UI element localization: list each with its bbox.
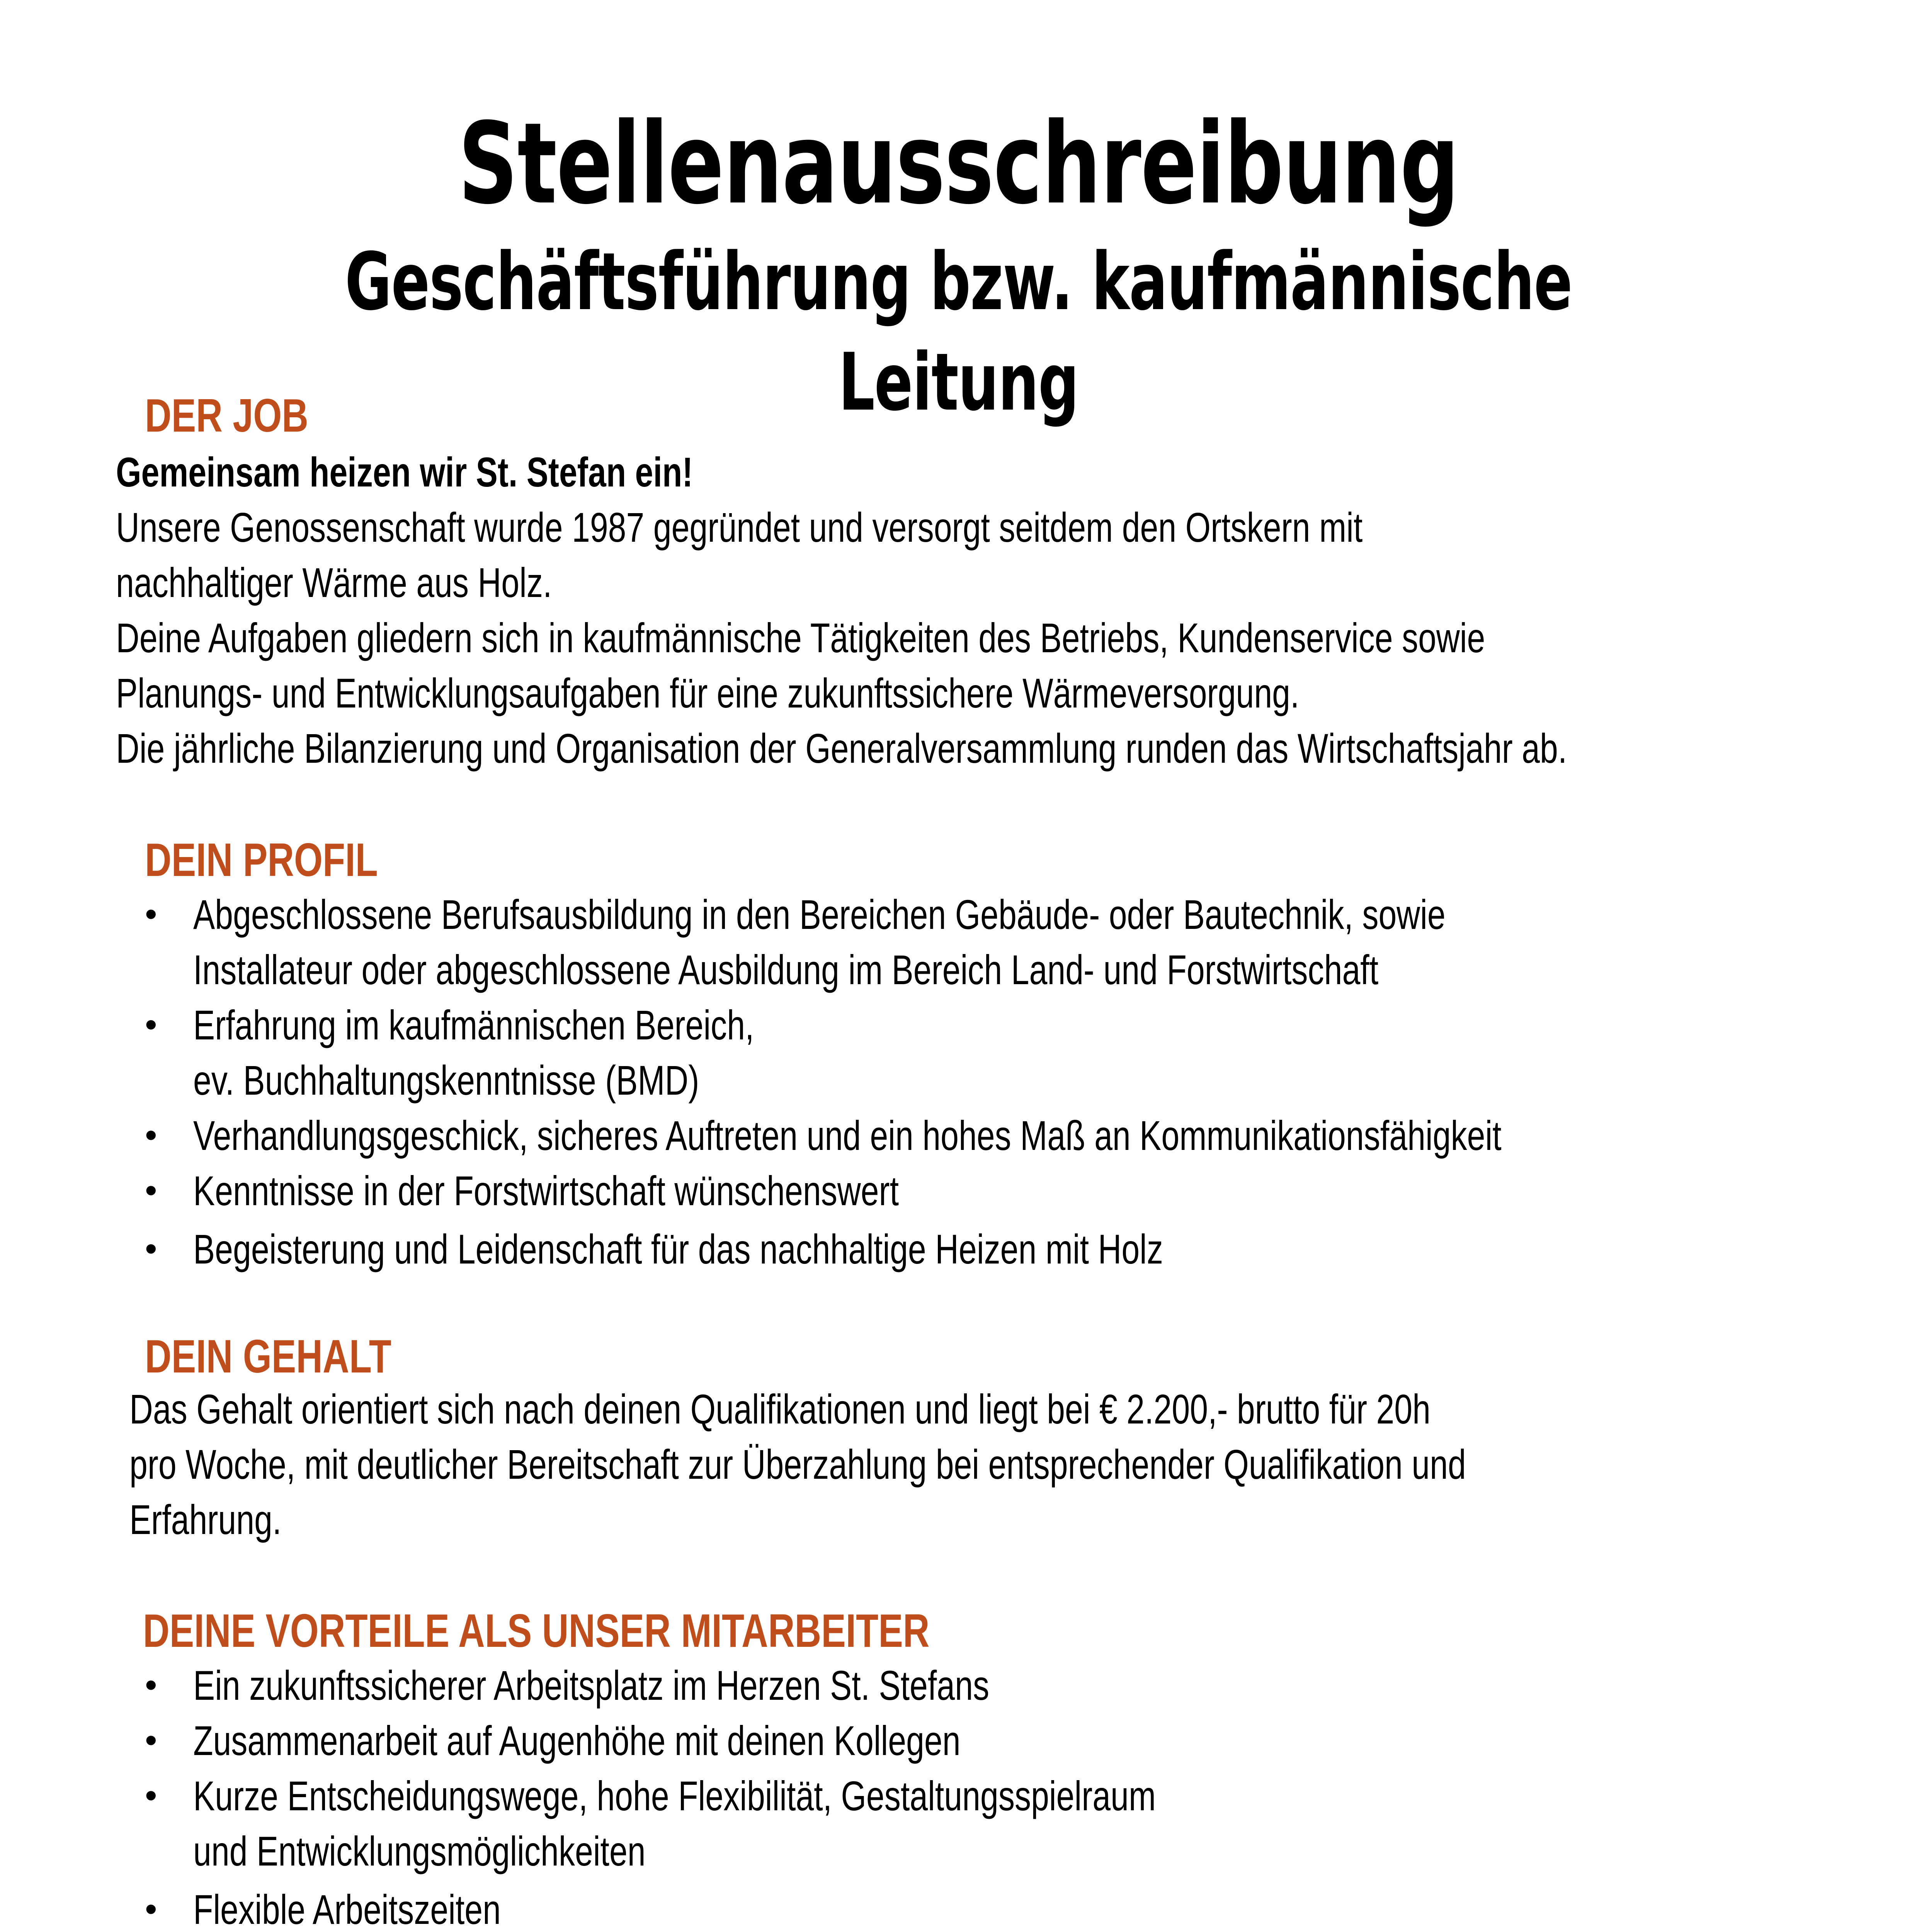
page-title: Stellenausschreibung — [458, 99, 1459, 229]
list-item — [145, 1108, 1871, 1163]
list-item — [145, 1882, 1427, 1932]
section-heading-benefits-text: DEINE VORTEILE ALS UNSER MITARBEITER — [143, 1604, 930, 1657]
list-item-text: Zusammenarbeit auf Augenhöhe mit deinen Kollegen — [193, 1717, 961, 1764]
bullet-icon: • — [145, 1776, 157, 1815]
list-item — [145, 1163, 1871, 1218]
job-line: Die jährliche Bilanzierung und Organisation der Generalversammlung runden das Wirtschaftsjahr ab. — [116, 725, 1567, 772]
benefits-list — [145, 1658, 1427, 1932]
list-item-text: Kurze Entscheidungswege, hohe Flexibilität, Gestaltungsspielraum — [193, 1772, 1156, 1819]
salary-line: Erfahrung. — [129, 1496, 282, 1543]
job-line: Deine Aufgaben gliedern sich in kaufmännische Tätigkeiten des Betriebs, Kundenservice sowie — [116, 614, 1485, 661]
bullet-icon: • — [145, 1666, 157, 1704]
bullet-icon: • — [145, 1116, 157, 1155]
section-heading-profile — [145, 833, 444, 887]
bullet-icon: • — [145, 1005, 157, 1044]
list-item — [145, 1768, 1427, 1879]
salary-line: pro Woche, mit deutlicher Bereitschaft zur Überzahlung bei entsprechender Qualifikation und — [129, 1441, 1466, 1488]
list-item — [145, 1221, 1871, 1277]
section-heading-job — [145, 388, 354, 442]
job-line: Unsere Genossenschaft wurde 1987 gegründet und versorgt seitdem den Ortskern mit — [116, 504, 1363, 551]
section-heading-profile-text: DEIN PROFIL — [145, 833, 378, 886]
list-item-text: Installateur oder abgeschlossene Ausbildung im Bereich Land- und Forstwirtschaft — [193, 946, 1379, 993]
profile-list — [145, 887, 1871, 1277]
bullet-icon: • — [145, 895, 157, 934]
job-description — [116, 444, 1917, 776]
section-heading-job-text: DER JOB — [145, 389, 309, 442]
section-heading-salary-text: DEIN GEHALT — [145, 1330, 391, 1383]
list-item-text: ev. Buchhaltungskenntnisse (BMD) — [193, 1057, 699, 1104]
job-lead: Gemeinsam heizen wir St. Stefan ein! — [116, 449, 693, 495]
bullet-icon: • — [145, 1230, 157, 1268]
job-line: nachhaltiger Wärme aus Holz. — [116, 559, 552, 606]
list-item — [145, 1713, 1427, 1768]
list-item-text: Abgeschlossene Berufsausbildung in den Bereichen Gebäude- oder Bautechnik, sowie — [193, 891, 1446, 938]
salary-description — [129, 1381, 1843, 1547]
job-line: Planungs- und Entwicklungsaufgaben für eine zukunftssichere Wärmeversorgung. — [116, 670, 1300, 716]
section-heading-benefits — [143, 1604, 1152, 1658]
list-item — [145, 997, 1871, 1108]
list-item — [145, 887, 1871, 997]
page-subtitle: Geschäftsführung bzw. kaufmännische Leitung — [345, 236, 1572, 429]
list-item — [145, 1658, 1427, 1713]
bullet-icon: • — [145, 1721, 157, 1760]
list-item-text: Erfahrung im kaufmännischen Bereich, — [193, 1002, 754, 1048]
list-item-text: Begeisterung und Leidenschaft für das nachhaltige Heizen mit Holz — [193, 1226, 1163, 1272]
list-item-text: Verhandlungsgeschick, sicheres Auftreten und ein hohes Maß an Kommunikationsfähigkeit — [193, 1112, 1502, 1159]
list-item-text: Ein zukunftssicherer Arbeitsplatz im Herzen St. Stefans — [193, 1662, 990, 1709]
list-item-text: Kenntnisse in der Forstwirtschaft wünschenswert — [193, 1167, 899, 1214]
bullet-icon: • — [145, 1171, 157, 1210]
salary-line: Das Gehalt orientiert sich nach deinen Qualifikationen und liegt bei € 2.200,- brutto für 20h — [129, 1386, 1431, 1432]
bullet-icon: • — [145, 1890, 157, 1929]
section-heading-salary — [145, 1329, 461, 1383]
list-item-text: und Entwicklungsmöglichkeiten — [193, 1828, 646, 1874]
list-item-text: Flexible Arbeitszeiten — [193, 1886, 501, 1932]
